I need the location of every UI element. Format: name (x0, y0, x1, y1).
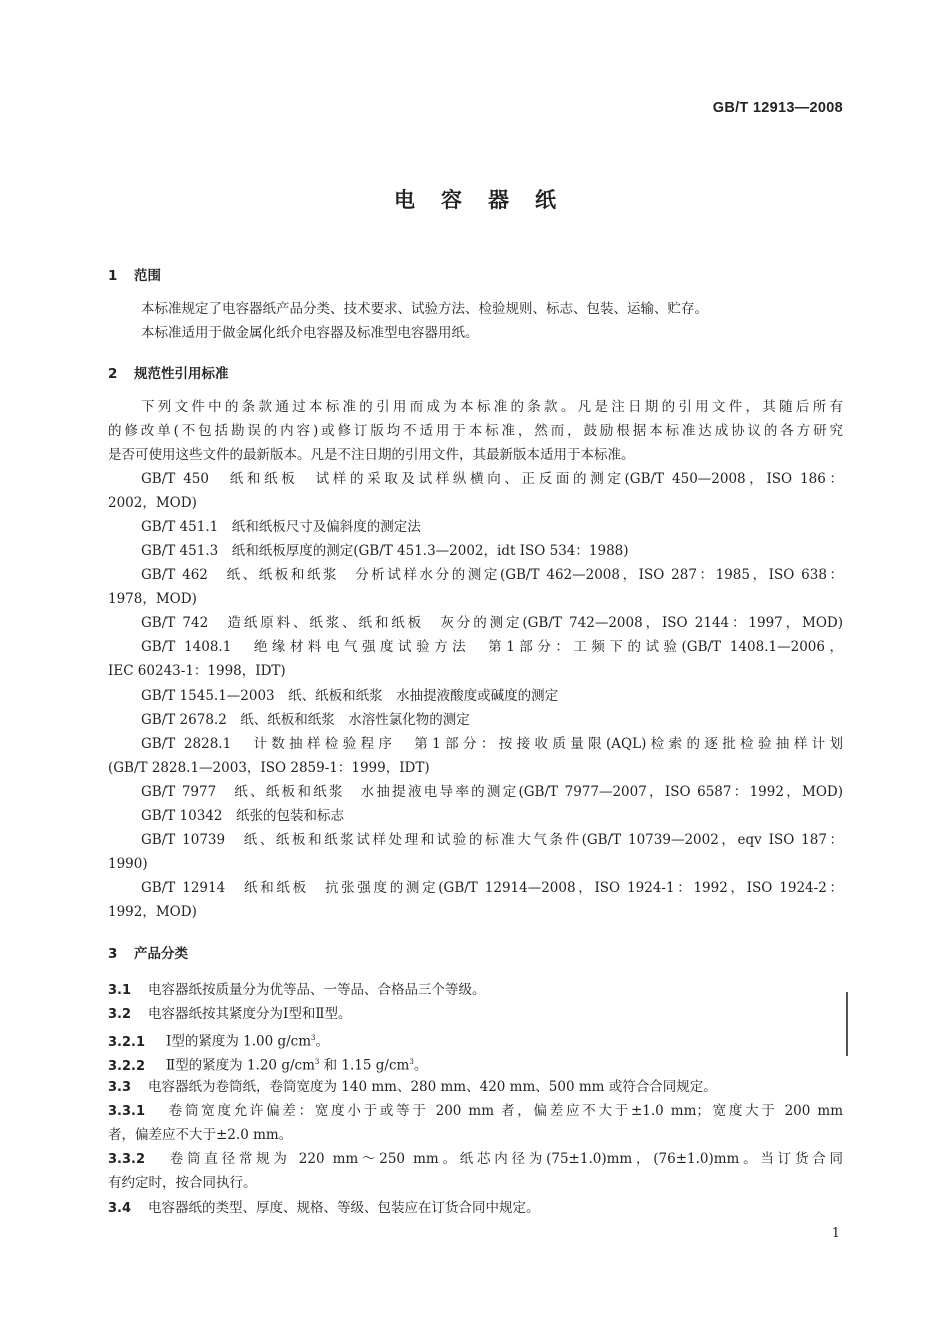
clause-text: 电容器纸按质量分为优等品、一等品、合格品三个等级。 (148, 982, 486, 998)
document-title: 电容器纸 (394, 188, 582, 212)
reference-line: GB/T 1545.1—2003 纸、纸板和纸浆 水抽提液酸度或碱度的测定 (141, 688, 559, 704)
clause-text: Ⅰ型的紧度为 1.00 g/cm (166, 1033, 312, 1050)
clause-text: Ⅱ型的紧度为 1.20 g/cm (166, 1057, 315, 1074)
clause-3-3-2-cont: 有约定时，按合同执行。 (108, 1175, 257, 1191)
reference-line: GB/T 10739 纸、纸板和纸浆试样处理和试验的标准大气条件(GB/T 10739—2002，eqv ISO 187： (141, 832, 843, 848)
clause-3-3-2 (108, 1147, 843, 1172)
clause-number: 3.2.1 (108, 1034, 146, 1050)
section-number: 3 (108, 946, 118, 962)
section-3-heading (108, 942, 188, 962)
superscript: 3 (409, 1058, 414, 1066)
clause-3-3-1 (108, 1099, 843, 1124)
reference-line: GB/T 742 造纸原料、纸浆、纸和纸板 灰分的测定(GB/T 742—2008，ISO 2144：1997，MOD) (141, 615, 843, 631)
section-1-heading (108, 264, 161, 284)
clause-text: 电容器纸的类型、厚度、规格、等级、包装应在订货合同中规定。 (148, 1200, 540, 1216)
clause-text: 电容器纸为卷筒纸，卷筒宽度为 140 mm、280 mm、420 mm、500 mm 或符合合同规定。 (148, 1079, 717, 1095)
reference-line: GB/T 451.3 纸和纸板厚度的测定(GB/T 451.3—2002，idt ISO 534：1988) (141, 543, 629, 559)
clause-number: 3.3.2 (108, 1152, 146, 1167)
section-number: 1 (108, 268, 118, 284)
clause-text: 。 (413, 1057, 428, 1074)
reference-line: GB/T 1408.1 绝缘材料电气强度试验方法 第1部分：工频下的试验(GB/T 1408.1—2006， (141, 639, 843, 655)
reference-line: GB/T 7977 纸、纸板和纸浆 水抽提液电导率的测定(GB/T 7977—2007，ISO 6587：1992，MOD) (141, 784, 843, 800)
superscript: 3 (314, 1058, 320, 1066)
reference-line: GB/T 10342 纸张的包装和标志 (141, 808, 344, 824)
section-number: 2 (108, 366, 118, 382)
clause-number: 3.4 (108, 1201, 132, 1216)
paragraph: 本标准适用于做金属化纸介电容器及标准型电容器用纸。 (141, 325, 479, 341)
section-2-heading (108, 362, 229, 382)
reference-line: GB/T 462 纸、纸板和纸浆 分析试样水分的测定(GB/T 462—2008，ISO 287：1985，ISO 638： (141, 567, 843, 583)
reference-line: 1978，MOD) (108, 591, 197, 607)
standard-number: GB/T 12913—2008 (712, 100, 843, 116)
reference-line: GB/T 451.1 纸和纸板尺寸及偏斜度的测定法 (141, 519, 421, 535)
paragraph-line: 的修改单(不包括勘误的内容)或修订版均不适用于本标准，然而，鼓励根据本标准达成协议的各方研究 (108, 423, 843, 439)
clause-3-3-1-cont: 者，偏差应不大于±2.0 mm。 (108, 1127, 293, 1143)
clause-text: 卷筒直径常规为 220 mm～250 mm。纸芯内径为(75±1.0)mm，(76±1.0)mm。当订货合同 (166, 1151, 843, 1167)
paragraph-line: 是否可使用这些文件的最新版本。凡是不注日期的引用文件，其最新版本适用于本标准。 (108, 447, 635, 463)
reference-line: 1990) (108, 856, 148, 872)
reference-line: GB/T 450 纸和纸板 试样的采取及试样纵横向、正反面的测定(GB/T 450—2008，ISO 186： (141, 471, 843, 487)
clause-3-1 (108, 978, 843, 1003)
clause-text: 和 1.15 g/cm (319, 1057, 410, 1074)
clause-3-4 (108, 1196, 843, 1221)
section-title: 规范性引用标准 (134, 366, 229, 382)
clause-number: 3.2.2 (108, 1058, 146, 1074)
clause-number: 3.3.1 (108, 1104, 146, 1119)
clause-number: 3.1 (108, 983, 132, 998)
clause-text: 。 (315, 1033, 329, 1050)
reference-line: GB/T 2678.2 纸、纸板和纸浆 水溶性氯化物的测定 (141, 712, 470, 728)
paragraph: 本标准规定了电容器纸产品分类、技术要求、试验方法、检验规则、标志、包装、运输、贮存。 (141, 301, 708, 317)
clause-text: 电容器纸按其紧度分为Ⅰ型和Ⅱ型。 (148, 1006, 352, 1022)
reference-line: 2002，MOD) (108, 495, 197, 511)
section-title: 范围 (134, 268, 161, 284)
reference-line: (GB/T 2828.1—2003，ISO 2859-1：1999，IDT) (108, 760, 430, 776)
reference-line: GB/T 2828.1 计数抽样检验程序 第1部分：按接收质量限(AQL)检索的逐批检验抽样计划 (141, 736, 843, 752)
revision-bar (846, 992, 848, 1056)
section-title: 产品分类 (134, 946, 188, 962)
reference-line: 1992，MOD) (108, 904, 197, 920)
clause-3-2 (108, 1002, 843, 1027)
clause-number: 3.2 (108, 1007, 132, 1022)
clause-number: 3.3 (108, 1080, 132, 1095)
superscript: 3 (311, 1034, 316, 1042)
paragraph-line: 下列文件中的条款通过本标准的引用而成为本标准的条款。凡是注日期的引用文件，其随后所有 (141, 399, 843, 415)
page-number: 1 (831, 1226, 840, 1241)
clause-3-3 (108, 1075, 843, 1100)
reference-line: IEC 60243-1：1998，IDT) (108, 663, 286, 679)
clause-text: 卷筒宽度允许偏差：宽度小于或等于 200 mm 者，偏差应不大于±1.0 mm；宽度大于 200 mm (166, 1103, 843, 1119)
reference-line: GB/T 12914 纸和纸板 抗张强度的测定(GB/T 12914—2008，ISO 1924-1：1992，ISO 1924-2： (141, 880, 843, 896)
